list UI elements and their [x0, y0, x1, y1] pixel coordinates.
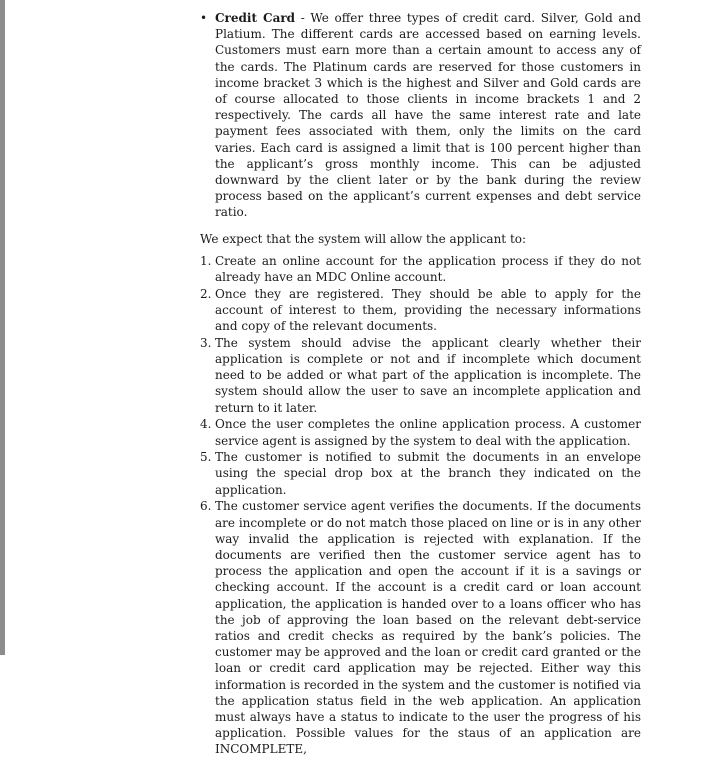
list-number: 3. [200, 335, 212, 350]
list-number: 5. [200, 450, 212, 465]
bullet-marker: • [200, 11, 208, 25]
list-item [200, 335, 641, 416]
list-item [200, 498, 641, 757]
page-left-edge [0, 0, 5, 655]
list-item-text: The customer service agent verifies the documents. If the documents are incomplete or do not match those placed on line or is in any other way invalid the application is rejected with explanation. If the documents are verified then the customer service agent has to process the application and open the account if it is a savings or checking account. If the account is a credit card or loan account application, the application is handed over to a loans officer who has the job of approving the loan based on the relevant debt-service ratios and credit checks as required by the bank’s policies. The customer may be approved and the loan or credit card granted or the loan or credit card application may be rejected. Either way this information is recorded in the system and the customer is notified via the application status field in the web application. An application must always have a status to indicate to the user the progress of his application. Possible values for the staus of an application are INCOMPLETE, [215, 499, 641, 757]
list-item [200, 416, 641, 448]
list-number: 2. [200, 286, 212, 301]
list-item-text: Once the user completes the online application process. A customer service agent is assigned by the system to deal with the application. [215, 417, 641, 448]
list-number: 1. [200, 253, 212, 268]
list-number: 6. [200, 499, 212, 514]
list-item-text: The customer is notified to submit the documents in an envelope using the special drop box at the branch they indicated on the application. [215, 450, 641, 497]
list-item [200, 286, 641, 335]
requirements-list [200, 253, 641, 758]
bullet-title: Credit Card [215, 11, 296, 25]
list-item-text: The system should advise the applicant clearly whether their application is complete or not and if incomplete which document need to be added or what part of the application is incomplete. The system should allow the user to save an incomplete application and return to it later. [215, 335, 641, 415]
list-item-text: Once they are registered. They should be able to apply for the account of interest to them, providing the necessary informations and copy of the relevant documents. [215, 286, 641, 334]
bullet-text: - We offer three types of credit card. Silver, Gold and Platium. The different cards are accessed based on earning levels. Customers must earn more than a certain amount to access any of the cards. The Platinum cards are reserved for those customers in income bracket 3 which is the highest and Silver and Gold cards are of course allocated to those clients in income brackets 1 and 2 respectively. The cards all have the same interest rate and late payment fees associated with them, only the limits on the card varies. Each card is assigned a limit that is 100 percent higher than the applicant’s gross monthly income. This can be adjusted downward by the client later or by the bank during the review process based on the applicant’s current expenses and debt service ratio. [215, 11, 641, 220]
list-number: 4. [200, 417, 212, 432]
intro-paragraph: We expect that the system will allow the applicant to: [200, 231, 527, 246]
list-item-text: Create an online account for the application process if they do not already have an MDC Online account. [215, 253, 641, 285]
document-body [200, 10, 641, 758]
list-item [200, 449, 641, 498]
credit-card-bullet [200, 10, 641, 221]
list-item [200, 253, 641, 285]
